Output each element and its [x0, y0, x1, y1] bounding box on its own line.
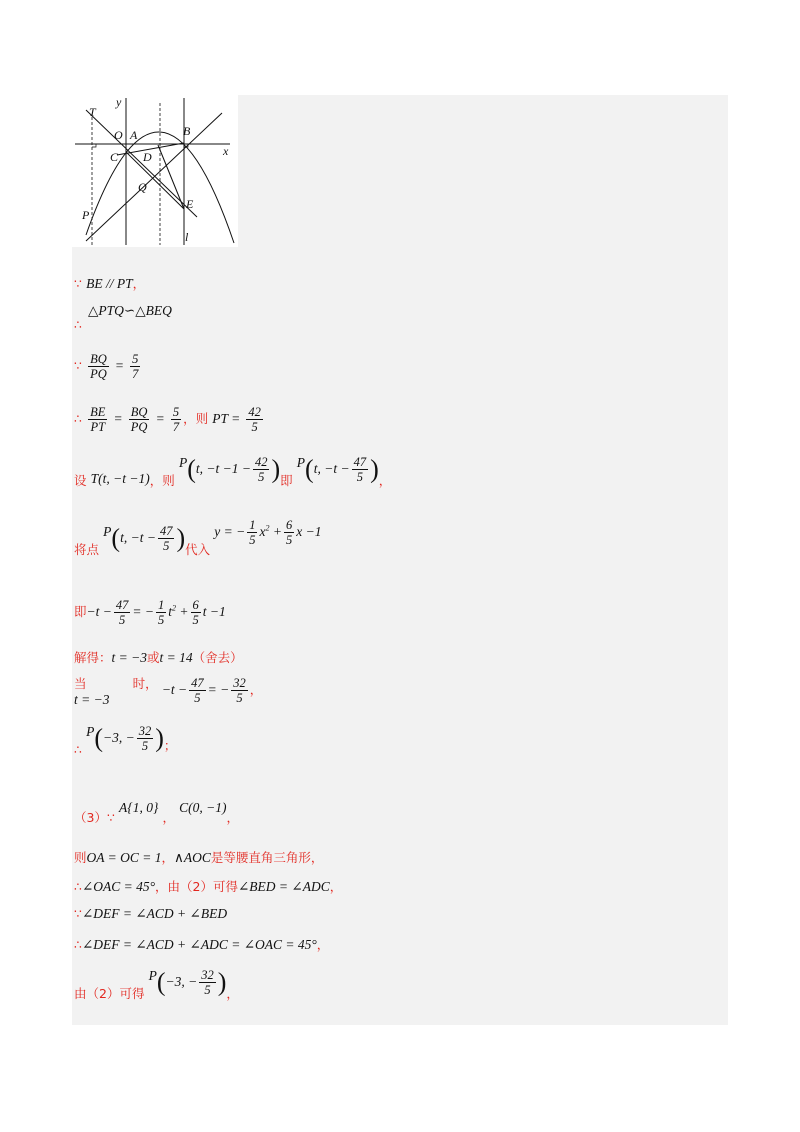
label-a: A — [130, 128, 138, 142]
label-l: l — [185, 230, 189, 244]
label-t: T — [89, 105, 96, 119]
line-14: ∵∠DEF = ∠ACD + ∠BED — [74, 906, 228, 921]
label-e: E — [186, 197, 194, 211]
line-3: ∵ $\frac{BQ}{PQ}$ = $\frac{5}{7}$ — [74, 352, 139, 381]
line-16: 由（2）可得 P(−3, − $\frac{32}{5}$ )， — [74, 967, 239, 1001]
line-10: ∴ P(−3, − $\frac{32}{5}$ )； — [74, 723, 177, 757]
line-5: 设 T(t, −t −1)，则 P(t, −t −1 − $\frac{42}{5}$ )即 P(t, −t − $\frac{47}{5}$ )， — [74, 454, 392, 488]
label-b: B — [183, 124, 191, 138]
segment-ce — [126, 152, 184, 209]
line-4: ∴ $\frac{BE}{PT}$ = $\frac{BQ}{PQ}$ = $\frac{5}{7}$ ，则 PT = $\frac{42}{5}$ — [74, 405, 261, 434]
segment-de — [158, 145, 184, 209]
line-15: ∴∠DEF = ∠ACD + ∠ADC = ∠OAC = 45°， — [74, 937, 330, 952]
label-y: y — [116, 95, 122, 109]
line-6: 将点 P(t, −t − $\frac{47}{5}$ )代入 y = − $\frac{1}{5}$ $x^2$ + $\frac{6}{5}$ x −1 — [74, 518, 322, 557]
line-9: 当 t = −3 时， −t − $\frac{47}{5}$ = − $\frac{32}{5}$ ， — [74, 676, 263, 707]
line-11: （3）∵ A{1, 0} ， C(0, −1)， — [74, 800, 240, 825]
geometry-diagram — [72, 95, 238, 247]
label-p: P — [82, 208, 90, 222]
line-7: 即−t − $\frac{47}{5}$ = − $\frac{1}{5}$ $t^2$ + $\frac{6}{5}$ t −1 — [74, 598, 226, 627]
label-d: D — [143, 150, 152, 164]
label-x: x — [223, 144, 229, 158]
label-q: Q — [138, 180, 147, 194]
line-12: 则OA = OC = 1，∧AOC是等腰直角三角形， — [74, 850, 324, 865]
label-o: O — [114, 128, 123, 142]
line-8: 解得：t = −3或t = 14（舍去） — [74, 650, 243, 665]
line-1: ∵ BE // PT， — [74, 276, 146, 291]
line-2: △PTQ∽△BEQ ∴ — [74, 303, 172, 332]
line-13: ∴∠OAC = 45°，由（2）可得∠BED = ∠ADC， — [74, 879, 343, 894]
label-c: C — [110, 150, 119, 164]
